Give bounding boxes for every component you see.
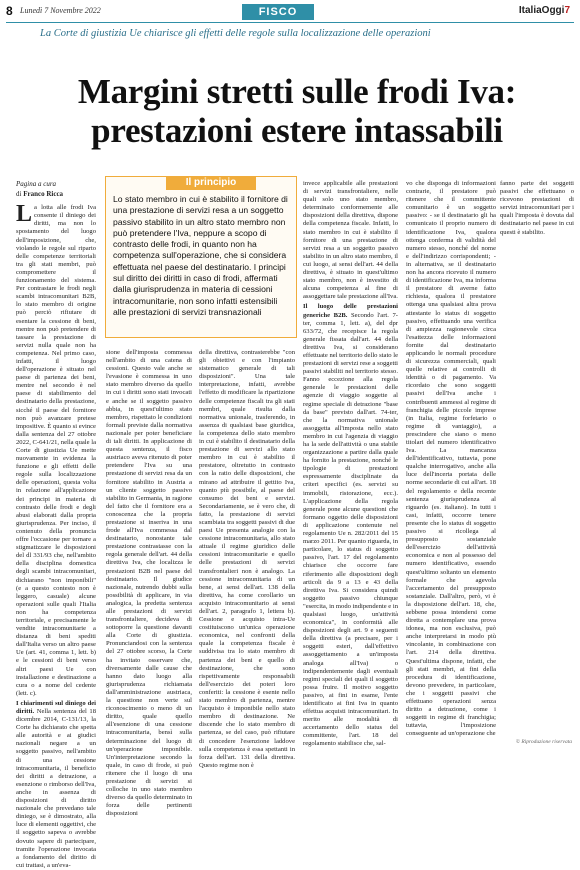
- issue-date: Lunedì 7 Novembre 2022: [20, 6, 101, 15]
- article-column-1: [16, 180, 96, 870]
- article-kicker: La Corte di giustizia Ue chiarisce gli effetti delle regole sulla localizzazione delle operazioni: [40, 28, 431, 39]
- article-col4-text: invece applicabile alle prestazioni di servizi transfrontaliere, nelle quali solo uno stato membro, determinato conformemente alle disposizioni della direttiva, dispone della competenza fiscale. Infatti, lo stato membro in cui è stabilito il fornitore di una prestazione di servizi resa a un soggetto passivo stabilito in un altro stato membro, il cui luogo, ai sensi dell'art. 44 della direttiva, è situato in quest'ultimo stato membro, non è investito di alcuna competenza al fine di assoggettare tale prestazione all'Iva.: [303, 180, 398, 301]
- header-rule: [6, 22, 574, 23]
- subheading-luogo: Il luogo delle prestazioni generiche B2B.: [303, 303, 398, 319]
- byline: Pagina a cura: [16, 180, 57, 188]
- author-prefix: di: [16, 190, 22, 199]
- page-header: [6, 4, 574, 20]
- subheading-diniego: I chiarimenti sul diniego dei diritti.: [16, 699, 96, 715]
- author-name: Franco Ricca: [23, 190, 64, 199]
- copyright-note: © Riproduzione riservata: [515, 739, 572, 745]
- article-title: [42, 72, 552, 150]
- article-lead: La lotta alle frodi Iva consente il diniego dei diritti, ma non lo spostamento del luogo dell'imposizione, che, violando le regole sul riparto delle competenze territoriali tra gli stati membri, può compromettere il funzionamento del sistema. Per contrastare le frodi negli scambi intracomunitari B2B, lo stato membro di origine può perciò rifiutare di esentare la cessione di beni, mentre non può pretendere di tassare la prestazione di servizi nulla quale non ha competenza. Nel primo caso, infatti, il luogo dell'operazione è situato nel paese di partenza dei beni, mentre nel secondo è nel paese di stabilimento del destinatario della prestazione, sicché il paese del fornitore non può avanzare pretese impositive. È quanto si evince dalla sentenza del 27 ottobre 2022, C-641/21, nella quale la Corte di giustizia Ue mette nuovamente in evidenza la funzione e gli effetti delle regole sulla localizzazione delle operazioni, questa volta in relazione all'applicazione dei principi in materia di contrasto delle frodi e degli abusi elaborati dalla propria giurisprudenza. Per inciso, il contenuto della pronuncia offre l'occasione per tornare a stigmatizzare le disposizioni del dl 331/93 che, nell'ambito della disciplina domestica degli scambi intracomunitari, dichiarano "non imponibili" (e a questo contesto non è leggero, casuale) alcune operazioni sulle quali l'Italia non ha competenza territoriale, e precisamente le vendite intracomunitarie a distanza di beni spediti dall'Italia verso un altro paese Ue (art. 41, comma 1, lett. b) e le cessioni di beni verso altri paesi Ue con installazione e destinazione a cura o a nome del cedente (lett. c).: [16, 201, 96, 697]
- section-label: FISCO: [242, 4, 314, 20]
- page-number: 8: [6, 4, 13, 18]
- newspaper-logo: [519, 5, 570, 16]
- brand-number: 7: [564, 5, 570, 16]
- principle-box-title: Il principio: [166, 176, 256, 190]
- principle-box-text: Lo stato membro in cui è stabilito il fornitore di una prestazione di servizi resa a un soggetto passivo stabilito in un altro stato membro non può pretendere l'Iva, neppure a scopo di contrasto delle frodi, in quanto non ha competenza sull'operazione, che si considera effettuata nel paese del destinatario. I principi sul diritto dei diritti in caso di frodi, affermati dalla giurisprudenza in materia di cessioni intracomunitarie, non sono infatti estensibili alle prestazioni di servizi transnazionali: [113, 194, 288, 317]
- author: [16, 190, 96, 198]
- brand-name: ItaliaOggi: [518, 5, 565, 16]
- article-column-4: [303, 180, 398, 749]
- article-column-2: sione dell'imposta commessa nell'ambito di una catena di cessioni. Questo vale anche se l'evasione è commessa in uno stato membro diverso da quello in cui i diritti sono stati invocati e anche se il soggetto passivo abbia, in quest'ultimo stato membro, rispettato le condizioni formali previste dalla normativa nazionale per poter beneficiare di tali diritti. In applicazione di questa sentenza, il fisco austriaco aveva ritenuto di poter pretendere l'Iva su una prestazione di servizi resa da un fornitore stabilito in Austria a un cliente soggetto passivo stabilito in Germania, in ragione del fatto che il fornitore era a conoscenza che la propria prestazione si inseriva in una frode all'Iva commessa dal destinatario, nonostante tale prestazione contrastasse con la regola generale dell'art. 44 della direttiva Iva, che localizza le prestazioni B2B nel paese del destinatario. Il giudice nazionale, nutrendo dubbi sulla possibilità di applicare, in via analogica, la predetta sentenza alle prestazioni di servizi transfrontaliere, decideva di sottoporre la questione davanti alla Corte di giustizia. Pronunciandosi con la sentenza del 27 ottobre scorso, la Corte ha invitato osservare che, diversamente dalle cause che hanno dato luogo alla giurisprudenza richiamata dall'amministrazione austriaca, la questione non verte sul riconoscimento o meno di un diritto, quale quello all'esenzione di una cessione intracomunitaria, bensì sulla determinazione del luogo di un'operazione imponibile. Un'interpretazione secondo la quale, in caso di frode, si può ritenere che il luogo di una prestazione di servizi si colloche in uno stato membro diverso da quello determinato in forza delle pertinenti disposizioni: [106, 349, 192, 818]
- title-line-1: Margini stretti sulle frodi Iva:: [77, 72, 517, 111]
- article-col4-tail: Secondo l'art. 7-ter, comma 1, lett. a), del dpr 633/72, che recepisce la regola generale fissata dall'art. 44 della direttiva Iva, si considerano effettuate nel territorio dello stato le prestazioni di servizi rese a soggetti passivi stabiliti nel territorio stesso. Fanno eccezione alla regola generale le prestazioni delle agenzie di viaggio soggette al regime speciale di detrazione "base da base" previsto dall'art. 74-ter, che la normativa unionale assoggetta all'imposta nello stato membro in cui l'agenzia di viaggio ha la sede dell'attività o una stabile organizzazione a partire dalla quale ha fornito la prestazione, nonché le tipologie di prestazioni espressamente disciplinate da criteri specifici (es. servizi su immobili, ristorazione, ecc.). L'applicazione della regola generale pone alcune questioni che formano oggetto delle disposizioni di applicazione contenute nel regolamento Ue n. 282/2011 del 15 marzo 2011. Per quanto riguarda, in particolare, lo status di soggetto passivo, l'art. 17 del regolamento chiarisce che occorre fare riferimento alle disposizioni degli articoli da 9 a 13 e 43 della direttiva Iva. Si considera quindi soggetto passivo chiunque "esercita, in modo indipendente e in qualsiasi luogo, un'attività economica", in conformità alle disposizioni degli art. 9 e seguenti della direttiva (a precisare, per i soggetti esteri, dall'effettivo assoggettamento a un'imposta analoga all'Iva) o indipendentemente dagli eventuali regimi speciali dei quali il soggetto possa fruire. Il motivo soggetto passivo, ai fini in esame, l'ente identificato ai fini Iva in quanto effettua acquisti intracomunitari. In merito alle modalità di accertamento dello status del committente, l'art. 18 del regolamento stabilisce che, sal-: [303, 311, 398, 748]
- article-col1-tail: Nella sentenza del 18 dicembre 2014, C-131/13, la Corte ha dichiarato che spetta alle autorità e ai giudici nazionali negare a un soggetto passivo, nell'ambito di una cessione intracomunitaria, il beneficio dei diritti a detrazione, a esenzione o rimborso dell'Iva, anche in assenza di disposizioni di diritto nazionale che prevedano tale diniego, se è dimostrato, alla luce di elementi oggettivi, che il soggetto sapeva o avrebbe dovuto sapere di partecipare, tramite l'operazione invocata a fondamento del diritto di cui trattasi, a un'eva-: [16, 708, 96, 869]
- principle-box: [105, 176, 297, 338]
- article-column-3: della direttiva, contrasterebbe "con gli obiettivi e con l'impianto sistematico generale di tali disposizioni". Una tale interpretazione, infatti, avrebbe l'effetto di modificare la ripartizione delle competenze fiscali tra gli stati membri, quale risulta dalla normativa unionale, trasferendo, in assenza di qualsiasi base giuridica, la competenza dello stato membro in cui è stabilito il destinatario della prestazione di servizi allo stato membro in cui è stabilito il prestatore, oltretutto in contrasto con la ratio delle disposizioni, che mirano ad attribuire il gettito Iva, quanto più possibile, al paese del consumo dei beni e servizi. Secondariamente, se è vero che, di fatto, la prestazione di servizi scambiata tra soggetti passivi di due paesi Ue presenta analogie con la cessione intracomunitaria, allo stato attuale il regime giuridico delle cessioni intracomunitarie e quello delle prestazioni di servizi transfrontalieri non è analogo. La cessione intracomunitaria di un bene, ai sensi dell'art. 138 della direttiva, ha come corollario un acquisto intracomunitario ai sensi dell'art. 2, paragrafo 1, lettera b). Cessione e acquisto intra-Ue costituiscono un'unica operazione economica, nel confronti della quale la competenza fiscale è suddivisa tra lo stato membro di partenza dei beni e quello di destinazione, che sono rispettivamente responsabili dell'esercizio dei poteri loro conferiti: la cessione è esente nello stato membro di partenza, mentre l'acquisto è imponibile nello stato membro di destinazione. Ne discende che lo stato membro di partenza, se del caso, può rifiutare di concedere l'esenzione laddove sulla competenza è essa spettanti in forza dell'art. 131 della direttiva. Questo regime non è: [199, 349, 295, 769]
- article-column-5: vo che disponga di informazioni contrarie, il prestatore può ritenere che il committente comunitario è un soggetto passivo: - se il destinatario gli ha comunicato il proprio numero di identificazione Iva, qualora ottenga conferma di validità del numero stesso, nonché del nome e dell'indirizzo corrispondenti; - in alternativa, se il destinatario non ha ancora ricevuto il numero di identificazione Iva, ma informa il prestatore di averne fatto richiesta, qualora il prestatore ottenga una qualsiasi altra prova attestante lo status di soggetto passivo, effettuando una verifica di ampiezza ragionevole circa l'esattezza delle informazioni fornite dal destinatario applicando le normali procedure di sicurezza commerciali, quali quelle relative ai controlli di identità o di pagamento. Va ricordato che sono soggetti passivi dell'Iva anche i contribuenti ammessi al regime di franchigia delle piccole imprese (in Italia, regime forfetario o regime di vantaggio), a prescindere che siano o meno titolari del numero identificativo Iva. La mancanza dell'identificativo, tuttavia, pone qualche interrogativo, anche alla luce dell'incerta portata delle norme secondarie di cui all'art. 18 del regolamento e della recente sentenza giurisprudenza al riguardo (es. italiano). In tutti i casi, infatti, occorre tenere presente che lo status di soggetto passivo si ricollega al presupposto sostanziale dell'esercizio dell'attività economica e non al possesso del numero identificativo, essendo quest'ultimo soltanto un elemento formale che agevola l'accertamento del presupposto sostanziale. Dall'altro, però, vi è la disposizione dell'art. 18, che, sebbene possa intendersi come diretta a contemplare una prova idonea, ma non esclusiva, può anche interpretarsi in modo più vincolante, in combinazione con l'art. 214 della direttiva. Quest'ultima dispone, infatti, che gli stati membri, ai fini della procedura di identificazione, devono prevedere, in particolare, che i soggetti passivi che effettuano operazioni senza diritto a detrazione, come i soggetti in regime di franchigia; tuttavia, l'imposizione conseguente ad un'operazione che: [406, 180, 496, 738]
- title-line-2: prestazioni estere intassabili: [91, 111, 503, 150]
- article-column-6: fanno parte dei soggetti passivi che effettuano o ricevono prestazioni di servizi intracomunitari per i quali l'imposta è dovuta dal destinatario nel paese in cui questi è stabilito.: [500, 180, 574, 236]
